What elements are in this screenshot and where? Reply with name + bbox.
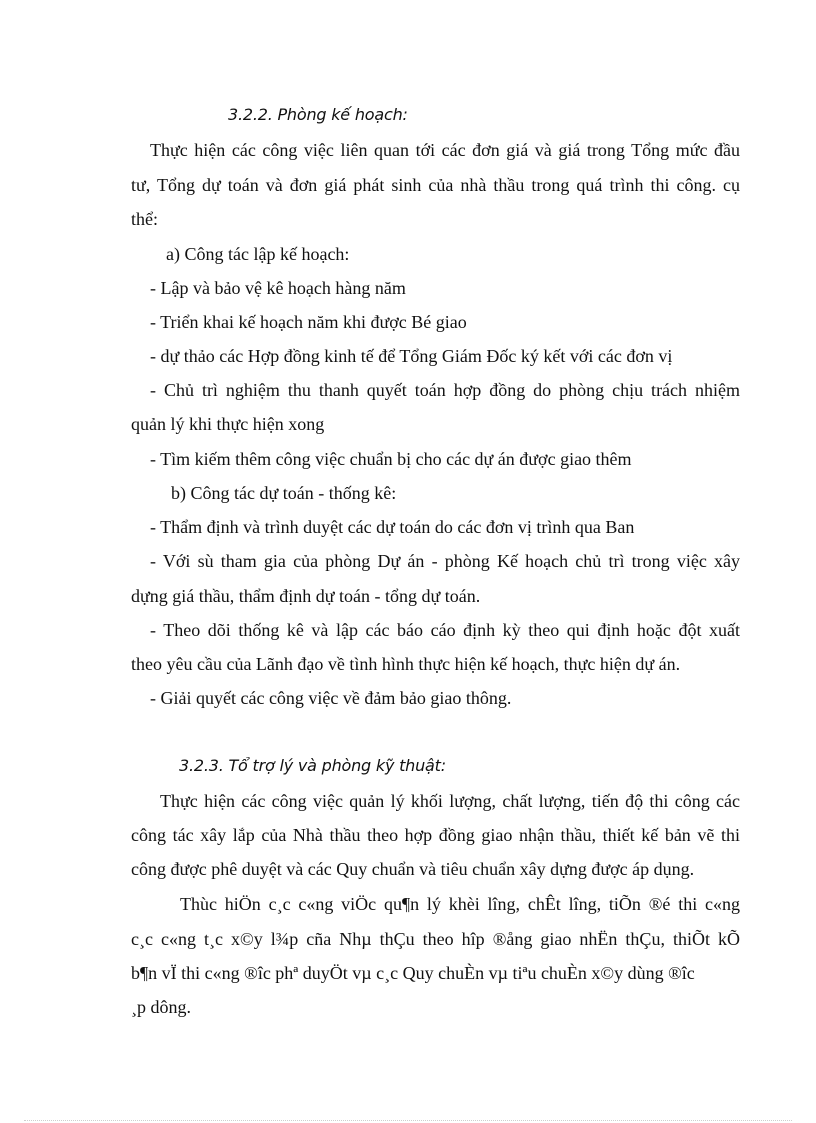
section-heading: 3.2.2. Phòng kế hoạch: [228, 105, 408, 124]
list-item: - Triển khai kế hoạch năm khi được Bé giao [150, 312, 467, 332]
list-item-continuation: theo yêu cầu của Lãnh đạo về tình hình thực hiện kế hoạch, thực hiện dự án. [131, 654, 681, 674]
page-bottom-rule [24, 1120, 792, 1121]
list-item: - Tìm kiếm thêm công việc chuẩn bị cho các dự án được giao thêm [150, 449, 632, 469]
paragraph-line: Thực hiện các công việc quản lý khối lượng, chất lượng, tiến độ thi công các [160, 791, 740, 811]
subsection-title: b) Công tác dự toán - thống kê: [171, 483, 397, 503]
list-item: - Chủ trì nghiệm thu thanh quyết toán hợp đồng do phòng chịu trách nhiệm [150, 380, 740, 400]
paragraph-line: Thực hiện các công việc liên quan tới các đơn giá và giá trong Tổng mức đầu [150, 140, 740, 160]
paragraph-line: công tác xây lắp của Nhà thầu theo hợp đồng giao nhận thầu, thiết kế bản vẽ thi [131, 825, 740, 845]
list-item: - Thẩm định và trình duyệt các dự toán do các đơn vị trình qua Ban [150, 517, 635, 537]
list-item-continuation: dựng giá thầu, thẩm định dự toán - tổng dự toán. [131, 586, 481, 606]
section-heading: 3.2.3. Tổ trợ lý và phòng kỹ thuật: [179, 756, 446, 775]
list-item: - Với sù tham gia của phòng Dự án - phòng Kế hoạch chủ trì trong việc xây [150, 551, 740, 571]
paragraph-line: thể: [131, 209, 158, 229]
list-item: - Giải quyết các công việc về đảm bảo giao thông. [150, 688, 512, 708]
subsection-title: a) Công tác lập kế hoạch: [166, 244, 350, 264]
garbled-paragraph-line: Thùc hiÖn c¸c c«ng viÖc qu¶n lý khèi lîng, chÊt lîng, tiÕn ®é thi c«ng [180, 894, 740, 914]
garbled-paragraph-line: ¸p dông. [131, 997, 191, 1017]
list-item-continuation: quản lý khi thực hiện xong [131, 414, 325, 434]
list-item: - dự thảo các Hợp đồng kinh tế để Tổng Giám Đốc ký kết với các đơn vị [150, 346, 673, 366]
list-item: - Theo dõi thống kê và lập các báo cáo định kỳ theo qui định hoặc đột xuất [150, 620, 740, 640]
paragraph-line: tư, Tổng dự toán và đơn giá phát sinh của nhà thầu trong quá trình thi công. cụ [131, 175, 740, 195]
paragraph-line: công được phê duyệt và các Quy chuẩn và tiêu chuẩn xây dựng được áp dụng. [131, 859, 695, 879]
garbled-paragraph-line: b¶n vÏ thi c«ng ®îc phª duyÖt vµ c¸c Quy chuÈn vµ tiªu chuÈn x©y dùng ®îc [131, 963, 695, 983]
list-item: - Lập và bảo vệ kê hoạch hàng năm [150, 278, 406, 298]
garbled-paragraph-line: c¸c c«ng t¸c x©y l¾p cña Nhµ thÇu theo hîp ®ång giao nhËn thÇu, thiÕt kÕ [131, 929, 740, 949]
